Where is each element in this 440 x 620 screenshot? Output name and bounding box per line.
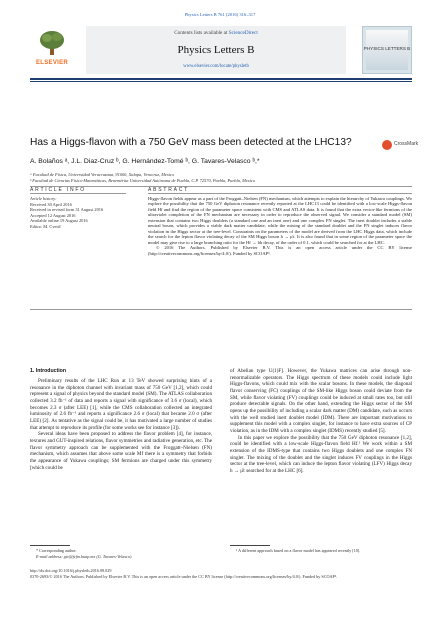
journal-reference[interactable]: Physics Letters B 761 (2016) 316–317: [184, 12, 256, 17]
abstract-heading: ABSTRACT: [148, 187, 190, 193]
article-title: Has a Higgs-flavon with a 750 GeV mass been detected at the LHC13?: [30, 137, 352, 148]
body-column-right: [230, 368, 412, 475]
body-column-left: [30, 378, 212, 471]
history-item: Received in revised form 31 August 2016: [30, 207, 104, 213]
affiliation-a: ᵃ Facultad de Física, Universidad Veracruzana, 91000, Xalapa, Veracruz, Mexico: [30, 172, 175, 177]
footnote-rule: [230, 545, 270, 546]
author-list: A. Bolaños ᵃ, J.L. Diaz-Cruz ᵇ, G. Hernández-Tomé ᵇ, G. Tavares-Velasco ᵇ,*: [30, 158, 260, 165]
footnote-email: E-mail address: gtv@fcfm.buap.mx (G. Tavares-Velasco).: [36, 554, 133, 559]
divider: [30, 186, 412, 187]
article-info-heading: ARTICLE INFO: [30, 187, 86, 193]
cover-title: PHYSICS LETTERS B: [363, 46, 411, 51]
masthead-rule-thin: [30, 81, 412, 82]
history-item: Received 30 April 2016: [30, 201, 72, 207]
license-line: 0370-2693/© 2016 The Authors. Published by Elsevier B.V. This is an open access article under the CC BY license (http://creativecommons.org/licenses/by/4.0/). Funded by SCOAP³.: [30, 574, 338, 579]
history-item: Available online 19 August 2016: [30, 218, 88, 224]
divider: [148, 193, 412, 194]
crossmark-label[interactable]: CrossMark: [394, 141, 419, 147]
divider: [30, 309, 412, 310]
divider: [30, 193, 126, 194]
history-label: Article history:: [30, 196, 57, 201]
abstract-text: Higgs-flavon fields appear as a part of the Froggatt–Nielsen (FN) mechanism, which attempts to explain the hierarchy of Yukawa couplings. We explore the possibility that the 750 GeV diphoton resonance recently reported at the LHC13 could be identified with a low-scale Higgs-flavon field Hf and find the region of the parameter space consistent with CMS and ATLAS data. It is found that the extra vector-like fermions of the ultraviolet completion of the FN mechanism are necessary in order to reproduce the observed signal. We consider a standard model (SM) extension that contains two Higgs doublets (a standard one and an inert one) and one complex FN singlet. The inert doublet includes a stable neutral boson, which provides a viable dark matter candidate, while the mixing of the standard doublet and the FN singlet induces flavor violation in the Higgs sector at the tree-level. Constraints on the parameters of the model are derived from the LHC Higgs data, which include the search for the lepton flavor violating decay of the SM Higgs boson h → μ̄τ. It is also found that in some region of the parameter space the model may give rise to a large branching ratio for the Hf → hh decay, of the order of 0.1, which could be searched for at the LHC.: [148, 196, 412, 245]
homepage-link[interactable]: www.elsevier.com/locate/physletb: [183, 64, 249, 69]
history-item: Editor: M. Cvetič: [30, 223, 61, 229]
body-paragraph: of Abelian type U(1)F]. However, the Yukawa matrices can arise through non-renormalizable operators. The Higgs spectrum of these models could include light Higgs-flavons, which could mix with the scalar bosons. In these models, the diagonal flavor conserving (FC) couplings of the SM-like Higgs boson could deviate from the SM, while flavor violating (FV) couplings could be induced at small rates too, but still produce detectable signals. On the other hand, extending the Higgs sector of the SM opens up the possibility of including a scalar dark matter (DM) candidate, such as occurs with the well studied inert doublet model (IDM). There are important motivations to supplement this model with a complex singlet, for instance to have extra sources of CP violation, as in the IDM with a complex singlet (IDMS) recently studied [5].: [230, 368, 412, 434]
journal-homepage: [86, 64, 346, 69]
abstract-body: [148, 196, 412, 256]
doi-link[interactable]: http://dx.doi.org/10.1016/j.physletb.2016.08.029: [30, 568, 112, 573]
affiliation-b: ᵇ Facultad de Ciencias Físico-Matemáticas, Benemérita Universidad Autónoma de Puebla, C.P. 72570, Puebla, Puebla, Mexico: [30, 178, 256, 183]
body-paragraph: Several ideas have been proposed to address the flavor problem [4], for instance, textures and GUT-inspired relations, flavor symmetries and radiative generation, etc. The flavor symmetry approach can be supplemented with the Froggatt–Nielsen (FN) mechanism, which assumes that above some scale Mf there is a symmetry that forbids the appearance of Yukawa couplings; SM fermions are charged under this symmetry [which could be: [30, 431, 212, 471]
body-paragraph: In this paper we explore the possibility that the 750 GeV diphoton resonance [1,2], could be identified with a low-scale Higgs-flavon field Hf.¹ We work within a SM extension of the IDMS-type that contains two Higgs doublets and one complex FN singlet. The mixing of the doublet and the singlet induces FV couplings in the Higgs sector at the tree-level, which can induce the lepton flavor violating (LFV) Higgs decay h → μ̄τ searched for at the LHC [6].: [230, 434, 412, 474]
publisher-logo-text: ELSEVIER: [35, 60, 69, 66]
abstract-copyright: © 2016 The Authors. Published by Elsevier B.V. This is an open access article under the CC BY license (http://creativecommons.org/licenses/by/4.0/). Funded by SCOAP³.: [148, 245, 412, 256]
footnote-rule: [30, 545, 70, 546]
footnote-corresponding: * Corresponding author.: [36, 548, 77, 553]
journal-title: Physics Letters B: [177, 44, 255, 56]
sciencedirect-link[interactable]: ScienceDirect: [228, 30, 258, 36]
contents-line: [86, 30, 346, 36]
crossmark-icon[interactable]: [382, 140, 392, 150]
masthead-rule: [30, 78, 412, 80]
article-history: [30, 196, 130, 230]
elsevier-tree-logo: [38, 30, 66, 56]
history-item: Accepted 12 August 2016: [30, 212, 76, 218]
footnote-1: ¹ A different approach based on a flavor model has appeared recently [10].: [236, 548, 361, 553]
contents-prefix: Contents lists available at: [174, 30, 229, 36]
section-heading: 1. Introduction: [30, 368, 67, 374]
body-paragraph: Preliminary results of the LHC Run at 13 TeV showed surprising hints of a resonance in the diphoton channel with invariant mass of 750 GeV [1,2], which could represent a signal of physics beyond the standard model (SM). The ATLAS collaboration collected 3.2 fb⁻¹ of data and reports a signal with significance of 3.6 σ (local), which becomes 2.3 σ (after LEE) [1], while the CMS collaboration collected an integrated luminosity of 2.6 fb⁻¹ and reports a significance 2.6 σ (local) that became 2.0 σ (after LEE) [2]. As tentative as the signal could be, it has motivated a large number of studies that attempt to reproduce its profile (for some works see for instance [3]).: [30, 378, 212, 431]
